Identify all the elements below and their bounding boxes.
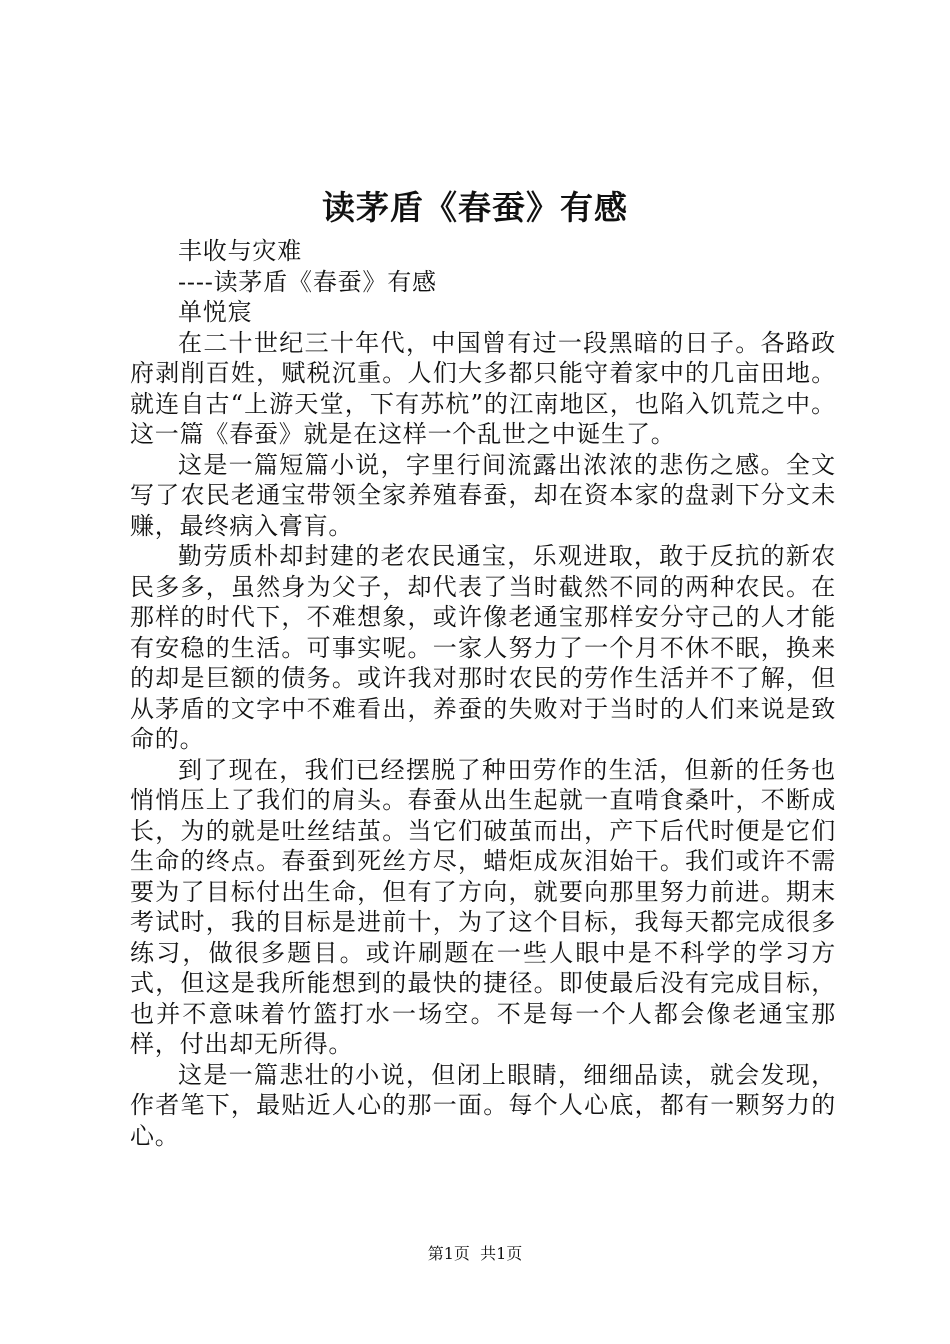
body-paragraph: 这是一篇悲壮的小说，但闭上眼睛，细细品读，就会发现，作者笔下，最贴近人心的那一面。每个人心底，都有一颗努力的心。 <box>130 1060 836 1150</box>
document-title: 读茅盾《春蚕》有感 <box>322 188 628 227</box>
subtitle-line: ----读茅盾《春蚕》有感 <box>178 267 437 296</box>
page-footer <box>0 1244 950 1264</box>
document-body <box>130 236 836 1151</box>
subtitle-line: 丰收与灾难 <box>178 237 302 265</box>
page-number: 第1页 共1页 <box>427 1244 523 1263</box>
body-paragraph: 这是一篇短篇小说，字里行间流露出浓浓的悲伤之感。全文写了农民老通宝带领全家养殖春蚕，却在资本家的盘剥下分文未赚，最终病入膏肓。 <box>130 450 836 540</box>
body-paragraph: 在二十世纪三十年代，中国曾有过一段黑暗的日子。各路政府剥削百姓，赋税沉重。人们大多都只能守着家中的几亩田地。就连自古“上游天堂，下有苏杭”的江南地区，也陷入饥荒之中。这一篇《春蚕》就是在这样一个乱世之中诞生了。 <box>130 328 836 448</box>
body-paragraph: 勤劳质朴却封建的老农民通宝，乐观进取，敢于反抗的新农民多多，虽然身为父子，却代表了当时截然不同的两种农民。在那样的时代下，不难想象，或许像老通宝那样安分守己的人才能有安稳的生活。可事实呢。一家人努力了一个月不休不眠，换来的却是巨额的债务。或许我对那时农民的劳作生活并不了解，但从茅盾的文字中不难看出，养蚕的失败对于当时的人们来说是致命的。 <box>130 542 836 753</box>
body-paragraph: 到了现在，我们已经摆脱了种田劳作的生活，但新的任务也悄悄压上了我们的肩头。春蚕从出生起就一直啃食桑叶，不断成长，为的就是吐丝结茧。当它们破茧而出，产下后代时便是它们生命的终点。春蚕到死丝方尽，蜡炬成灰泪始干。我们或许不需要为了目标付出生命，但有了方向，就要向那里努力前进。期末考试时，我的目标是进前十，为了这个目标，我每天都完成很多练习，做很多题目。或许刷题在一些人眼中是不科学的学习方式，但这是我所能想到的最快的捷径。即使最后没有完成目标，也并不意味着竹篮打水一场空。不是每一个人都会像老通宝那样，付出却无所得。 <box>130 755 836 1058</box>
author-line: 单悦宸 <box>178 298 253 326</box>
